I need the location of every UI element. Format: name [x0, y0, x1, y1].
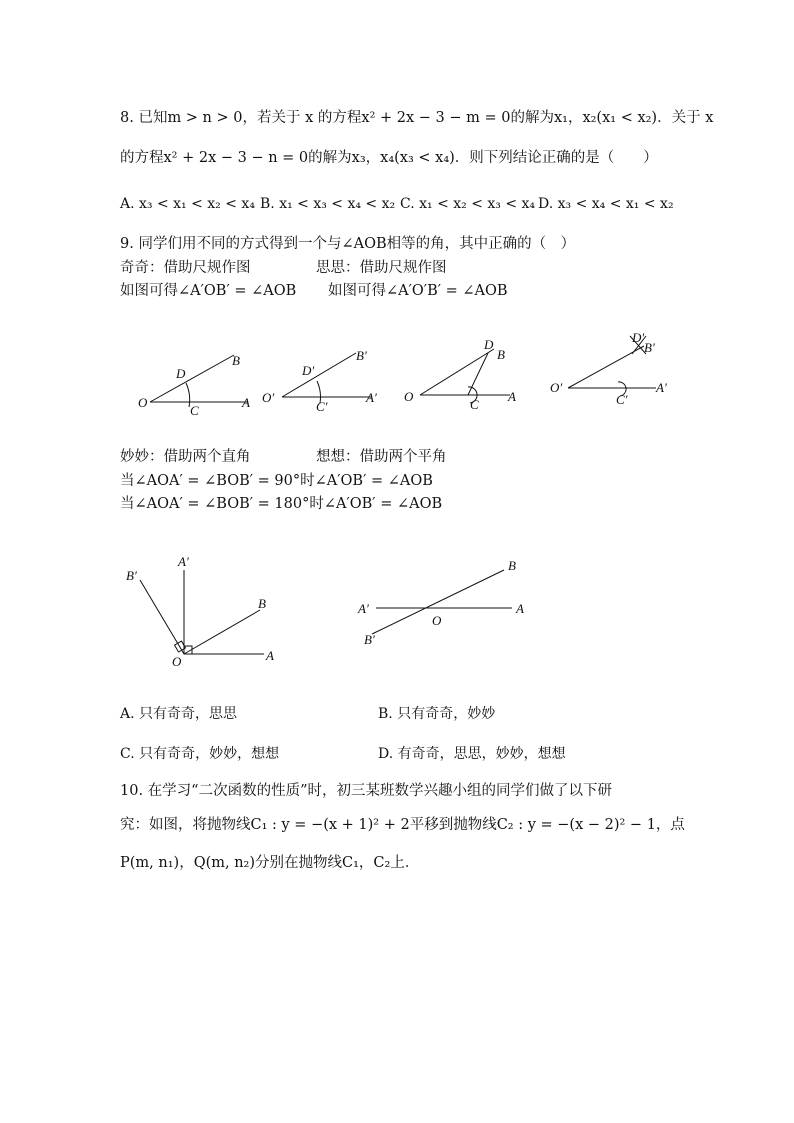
q8-option-c: C. x₁ < x₂ < x₃ < x₄ [400, 196, 536, 212]
q10-line-1: 10. 在学习“二次函数的性质”时，初三某班数学兴趣小组的同学们做了以下研 [120, 783, 612, 799]
q9-qiqi-result: 如图可得∠A′OB′ = ∠AOB [120, 283, 297, 299]
svg-text:A′: A′ [358, 601, 369, 616]
q8-option-a: A. x₃ < x₁ < x₂ < x₄ [120, 196, 255, 212]
q10-line-2: 究：如图，将抛物线C₁ : y = −(x + 1)² + 2平移到抛物线C₂ : y = −(x − 2)² − 1，点 [120, 817, 685, 833]
q9-option-c: C. 只有奇奇，妙妙，想想 [120, 746, 280, 762]
q9-miaomiao: 妙妙：借助两个直角 [120, 449, 251, 465]
q8-line-2: 的方程x² + 2x − 3 − n = 0的解为x₃，x₄(x₃ < x₄)．则下列结论正确的是（ ） [120, 150, 658, 166]
svg-text:O′: O′ [262, 390, 275, 405]
q9-option-b: B. 只有奇奇，妙妙 [378, 706, 496, 722]
q9-condition-2: 当∠AOA′ = ∠BOB′ = 180°时∠A′OB′ = ∠AOB [120, 496, 443, 512]
svg-text:C: C [190, 403, 199, 418]
svg-text:C′: C′ [316, 399, 328, 414]
svg-text:C′: C′ [616, 392, 628, 407]
q8-option-d: D. x₃ < x₄ < x₁ < x₂ [538, 196, 674, 212]
svg-text:B: B [497, 347, 505, 362]
q9-sisi-result: 如图可得∠A′O′B′ = ∠AOB [328, 283, 508, 299]
svg-text:B: B [232, 353, 240, 368]
figure-angle-a2o2b2 [262, 345, 392, 420]
svg-text:A′: A′ [656, 380, 667, 395]
svg-text:D: D [176, 366, 186, 381]
figure-right-angles [120, 552, 290, 670]
svg-text:B: B [258, 596, 266, 611]
figure-arc-construction [548, 330, 688, 410]
svg-text:O: O [404, 389, 414, 404]
figure-compass-construction [400, 335, 530, 415]
svg-text:A: A [242, 395, 250, 410]
svg-text:A′: A′ [366, 390, 377, 405]
svg-text:D′: D′ [302, 363, 315, 378]
q9-condition-1: 当∠AOA′ = ∠BOB′ = 90°时∠A′OB′ = ∠AOB [120, 473, 433, 489]
svg-text:O: O [138, 395, 148, 410]
q8-option-b: B. x₁ < x₃ < x₄ < x₂ [260, 196, 396, 212]
svg-text:A: A [516, 601, 524, 616]
svg-text:O′: O′ [550, 380, 563, 395]
q9-qiqi: 奇奇：借助尺规作图 [120, 260, 251, 276]
figure-straight-angles [356, 558, 526, 650]
q9-sisi: 思思：借助尺规作图 [316, 260, 447, 276]
svg-text:B: B [508, 558, 516, 573]
svg-text:O: O [172, 654, 182, 669]
q8-line-1: 8. 已知m > n > 0，若关于 x 的方程x² + 2x − 3 − m = 0的解为x₁，x₂(x₁ < x₂)．关于 x [120, 110, 714, 126]
svg-text:A′: A′ [178, 554, 189, 569]
svg-text:D′: D′ [632, 330, 645, 345]
svg-text:B′: B′ [644, 340, 655, 355]
svg-text:O: O [432, 613, 442, 628]
q9-option-a: A. 只有奇奇，思思 [120, 706, 238, 722]
svg-text:B′: B′ [364, 632, 375, 647]
svg-text:A: A [508, 389, 516, 404]
q10-line-3: P(m, n₁)，Q(m, n₂)分别在抛物线C₁，C₂上． [120, 855, 420, 871]
svg-text:A: A [266, 648, 274, 663]
figure-angle-aob [130, 345, 260, 420]
svg-text:C: C [470, 397, 479, 412]
svg-text:D: D [484, 337, 494, 352]
q9-option-d: D. 有奇奇，思思，妙妙，想想 [378, 746, 566, 762]
q9-stem: 9. 同学们用不同的方式得到一个与∠AOB相等的角，其中正确的（ ） [120, 236, 576, 252]
svg-text:B′: B′ [356, 348, 367, 363]
svg-text:B′: B′ [126, 568, 137, 583]
q9-xiangxiang: 想想：借助两个平角 [316, 449, 447, 465]
